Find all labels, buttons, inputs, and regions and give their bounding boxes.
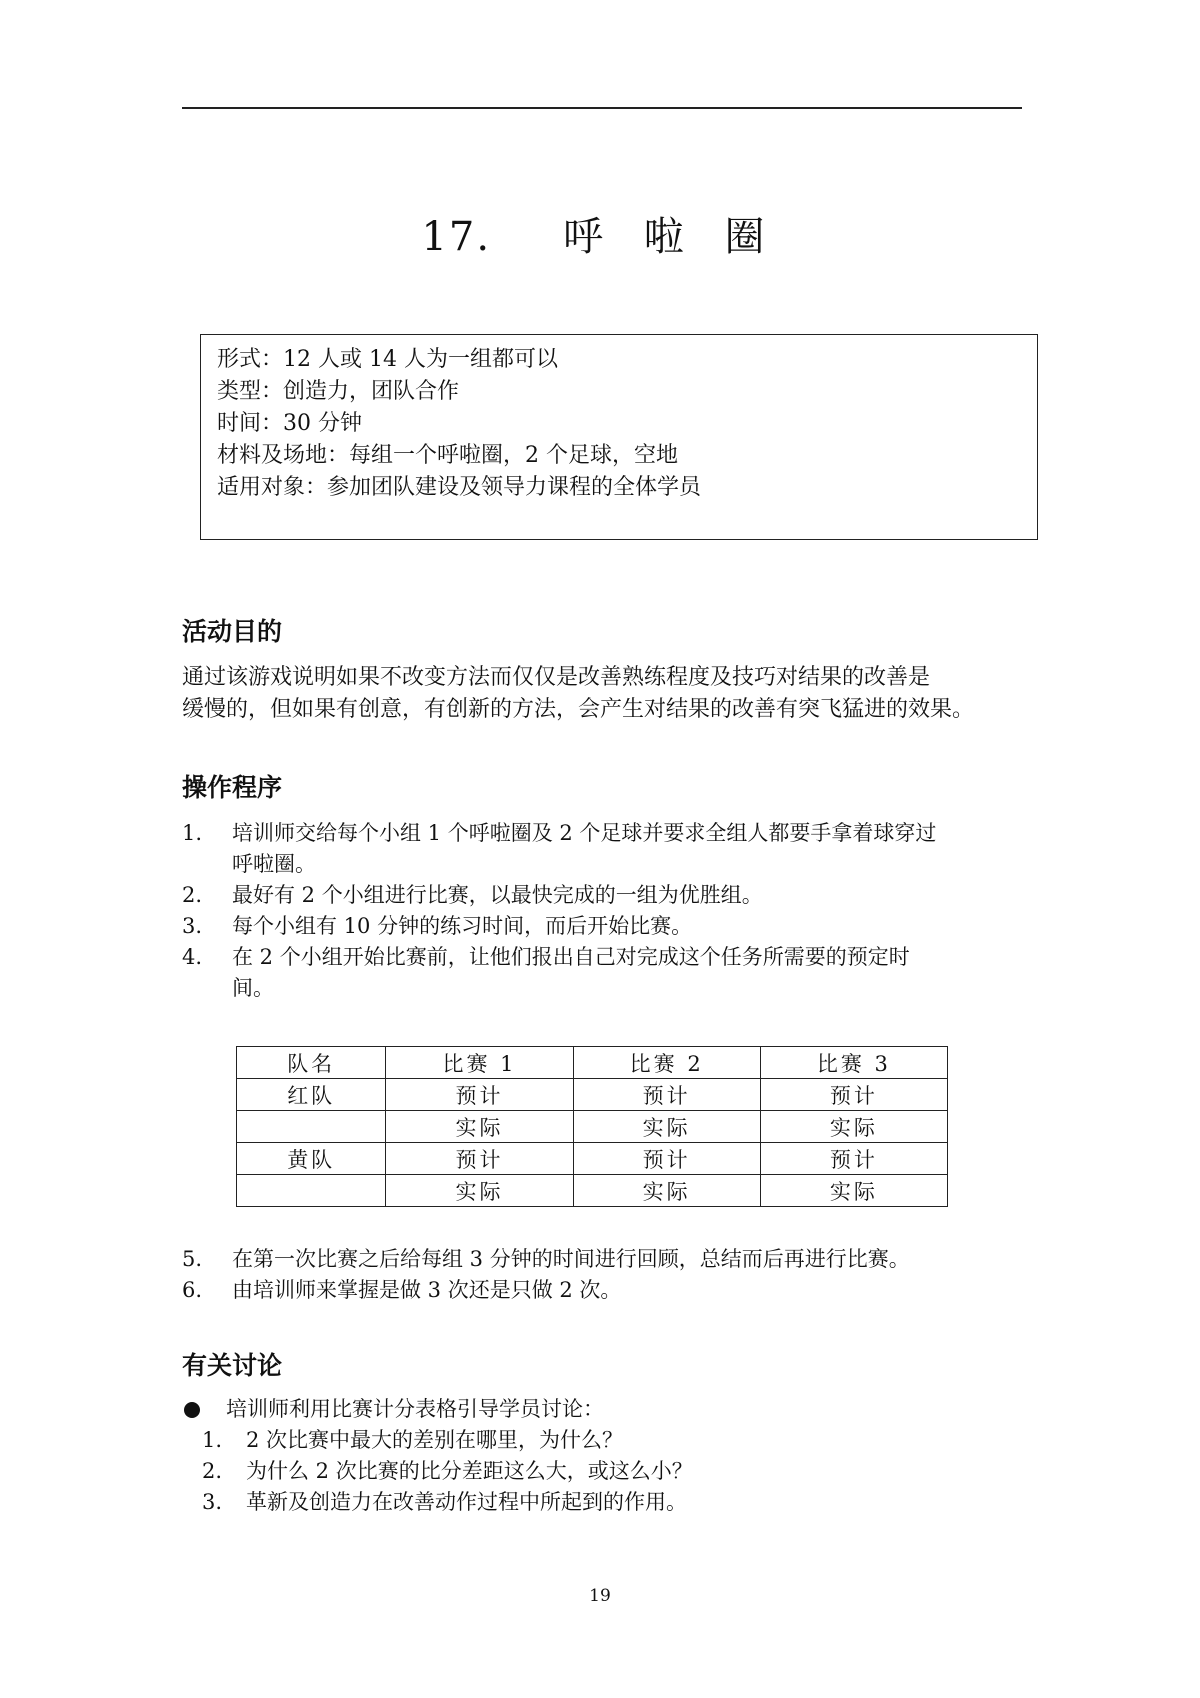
table-header: 队名 [237,1047,386,1079]
purpose-line: 通过该游戏说明如果不改变方法而仅仅是改善熟练程度及技巧对结果的改善是 [182,665,931,690]
procedure-heading: 操作程序 [182,773,283,802]
procedure-step [182,1244,1022,1275]
step-text: 每个小组有 10 分钟的练习时间，而后开始比赛。 [232,914,693,938]
table-row [237,1111,948,1143]
step-number: 6. [182,1278,203,1302]
list-item [202,1487,1022,1518]
table-cell: 预计 [573,1079,760,1111]
list-item-number: 2. [202,1459,223,1483]
purpose-section [182,614,1022,726]
info-materials: 材料及场地：每组一个呼啦圈，2 个足球，空地 [217,443,678,468]
score-table [236,1046,948,1207]
info-time: 时间：30 分钟 [217,411,362,436]
step-number: 5. [182,1247,203,1271]
step-text-continued: 间。 [232,976,274,1000]
title-name: 呼 啦 圈 [563,214,779,260]
procedure-steps [182,1244,1022,1306]
procedure-step [182,880,1022,911]
step-text: 最好有 2 个小组进行比赛，以最快完成的一组为优胜组。 [232,883,763,907]
table-cell: 红队 [237,1079,386,1111]
procedure-step [182,1275,1022,1306]
step-text-continued: 呼啦圈。 [232,852,316,876]
procedure-step [182,942,1022,1004]
procedure-section [182,770,1022,1004]
table-row [237,1143,948,1175]
list-item [202,1456,1022,1487]
title-number: 17. [421,214,492,260]
list-item-text: 2 次比赛中最大的差别在哪里，为什么？ [246,1428,624,1452]
table-cell: 实际 [573,1175,760,1207]
table-header-row [237,1047,948,1079]
info-audience: 适用对象：参加团队建设及领导力课程的全体学员 [217,475,702,500]
step-number: 3. [182,914,203,938]
step-text: 在 2 个小组开始比赛前，让他们报出自己对完成这个任务所需要的预定时 [232,945,910,969]
list-item [202,1425,1022,1456]
table-header: 比赛 3 [760,1047,947,1079]
step-number: 2. [182,883,203,907]
table-cell: 实际 [386,1175,573,1207]
table-cell: 实际 [573,1111,760,1143]
header-rule [182,107,1022,109]
page-title [0,212,1200,262]
table-cell: 预计 [386,1143,573,1175]
purpose-text [182,662,1022,726]
list-item-number: 1. [202,1428,223,1452]
discussion-heading: 有关讨论 [182,1351,283,1380]
list-item-text: 革新及创造力在改善动作过程中所起到的作用。 [246,1490,687,1514]
table-cell: 预计 [386,1079,573,1111]
table-header: 比赛 2 [573,1047,760,1079]
step-text-wrap [232,818,1022,880]
procedure-steps [182,818,1022,1004]
table-cell [237,1111,386,1143]
procedure-steps-continued [182,1244,1022,1306]
table-cell: 预计 [760,1143,947,1175]
step-number: 4. [182,945,203,969]
table-cell [237,1175,386,1207]
step-text: 在第一次比赛之后给每组 3 分钟的时间进行回顾，总结而后再进行比赛。 [232,1247,910,1271]
table-header: 比赛 1 [386,1047,573,1079]
table-cell: 预计 [760,1079,947,1111]
discussion-bullet [182,1394,1022,1425]
purpose-heading: 活动目的 [182,617,283,646]
table-row [237,1175,948,1207]
info-format: 形式：12 人或 14 人为一组都可以 [217,347,558,372]
step-text: 培训师交给每个小组 1 个呼啦圈及 2 个足球并要求全组人都要手拿着球穿过 [232,821,937,845]
step-text-wrap [232,942,1022,1004]
discussion-section [182,1348,1022,1518]
table-cell: 预计 [573,1143,760,1175]
purpose-line: 缓慢的，但如果有创意，有创新的方法，会产生对结果的改善有突飞猛进的效果。 [182,697,975,722]
table-cell: 黄队 [237,1143,386,1175]
info-type: 类型：创造力，团队合作 [217,379,460,404]
bullet-dot-icon [184,1402,200,1418]
bullet-text: 培训师利用比赛计分表格引导学员讨论： [226,1397,604,1421]
discussion-list [182,1425,1022,1518]
table-cell: 实际 [386,1111,573,1143]
table-cell: 实际 [760,1175,947,1207]
table-cell: 实际 [760,1111,947,1143]
list-item-number: 3. [202,1490,223,1514]
list-item-text: 为什么 2 次比赛的比分差距这么大，或这么小？ [246,1459,693,1483]
step-number: 1. [182,821,203,845]
procedure-step [182,911,1022,942]
info-box [200,334,1038,540]
table-row [237,1079,948,1111]
step-text: 由培训师来掌握是做 3 次还是只做 2 次。 [232,1278,622,1302]
procedure-step [182,818,1022,880]
page-number: 19 [589,1586,611,1606]
